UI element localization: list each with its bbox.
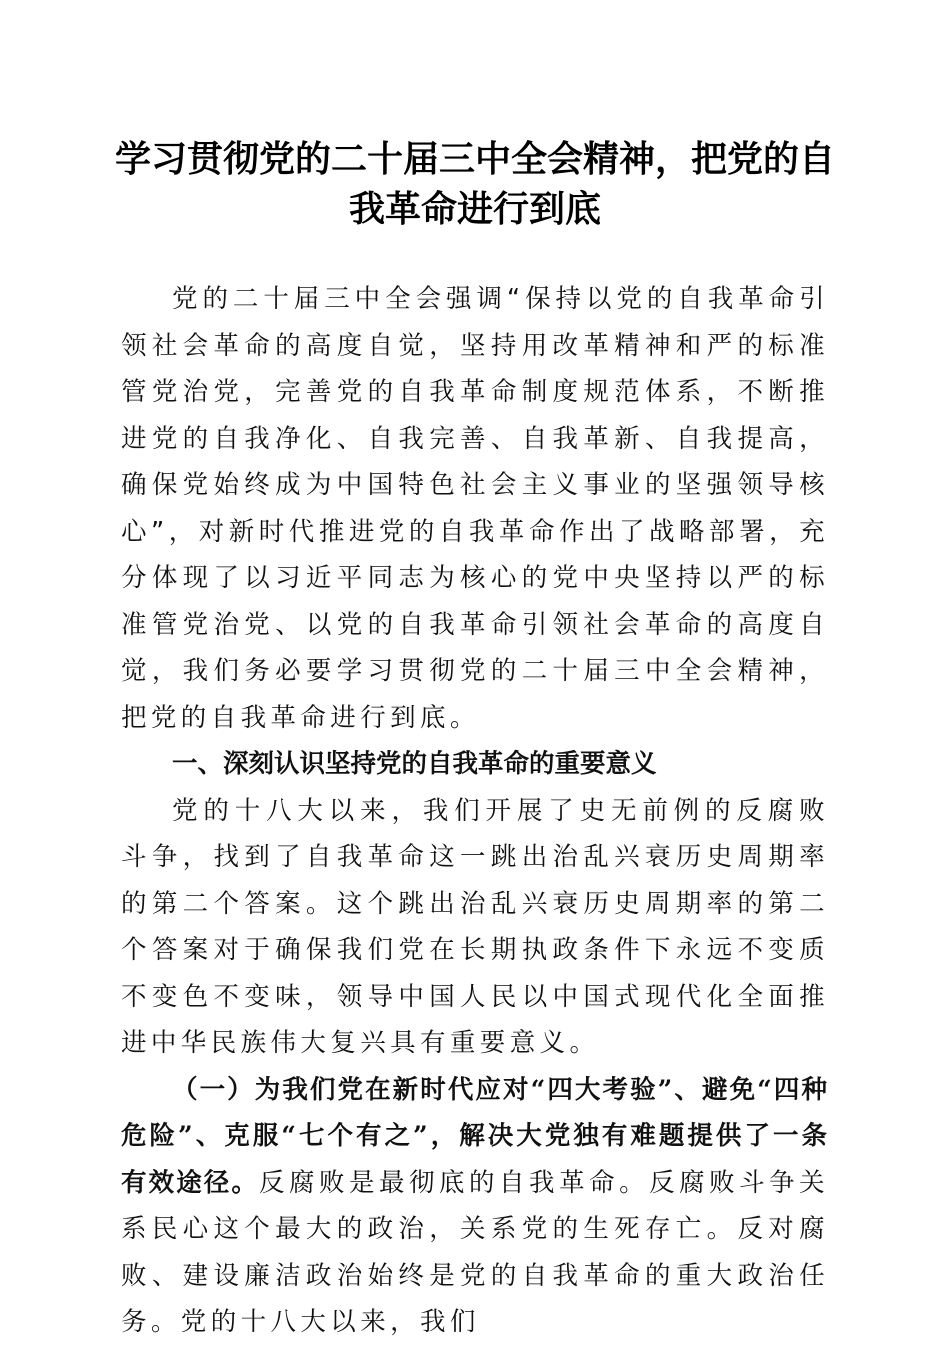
intro-paragraph: 党的二十届三中全会强调“保持以党的自我革命引领社会革命的高度自觉，坚持用改革精神和严的标准管党治党，完善党的自我革命制度规范体系，不断推进党的自我净化、自我完善、自我革新、自我提高，确保党始终成为中国特色社会主义事业的坚强领导核心”，对新时代推进党的自我革命作出了战略部署，充分体现了以习近平同志为核心的党中央坚持以严的标准管党治党、以党的自我革命引领社会革命的高度自觉，我们务必要学习贯彻党的二十届三中全会精神，把党的自我革命进行到底。 (121, 284, 829, 733)
subsection-text: 反腐败是最彻底的自我革命。反腐败斗争关系民心这个最大的政治，关系党的生死存亡。反对腐败、建设廉洁政治始终是党的自我革命的重大政治任务。党的十八大以来，我们 (121, 1167, 829, 1337)
title-line-2: 我革命进行到底 (348, 188, 601, 230)
section-heading: 一、深刻认识坚持党的自我革命的重要意义 (172, 749, 657, 779)
subsection-label: （一）为我们党在新时代应对“四大考验”、避免“四种危险”、克服“七个有之”，解决大党独有难题提供了一条有效途径。 (121, 1074, 829, 1198)
title-line-1: 学习贯彻党的二十届三中全会精神，把党的自 (114, 138, 835, 180)
subsection-paragraph (121, 1067, 829, 1346)
section-paragraph: 党的十八大以来，我们开展了史无前例的反腐败斗争，找到了自我革命这一跳出治乱兴衰历史周期率的第二个答案。这个跳出治乱兴衰历史周期率的第二个答案对于确保我们党在长期执政条件下永远不变质不变色不变味，领导中国人民以中国式现代化全面推进中华民族伟大复兴具有重要意义。 (121, 795, 829, 1058)
document-body (121, 276, 829, 1346)
document-title (100, 134, 850, 234)
